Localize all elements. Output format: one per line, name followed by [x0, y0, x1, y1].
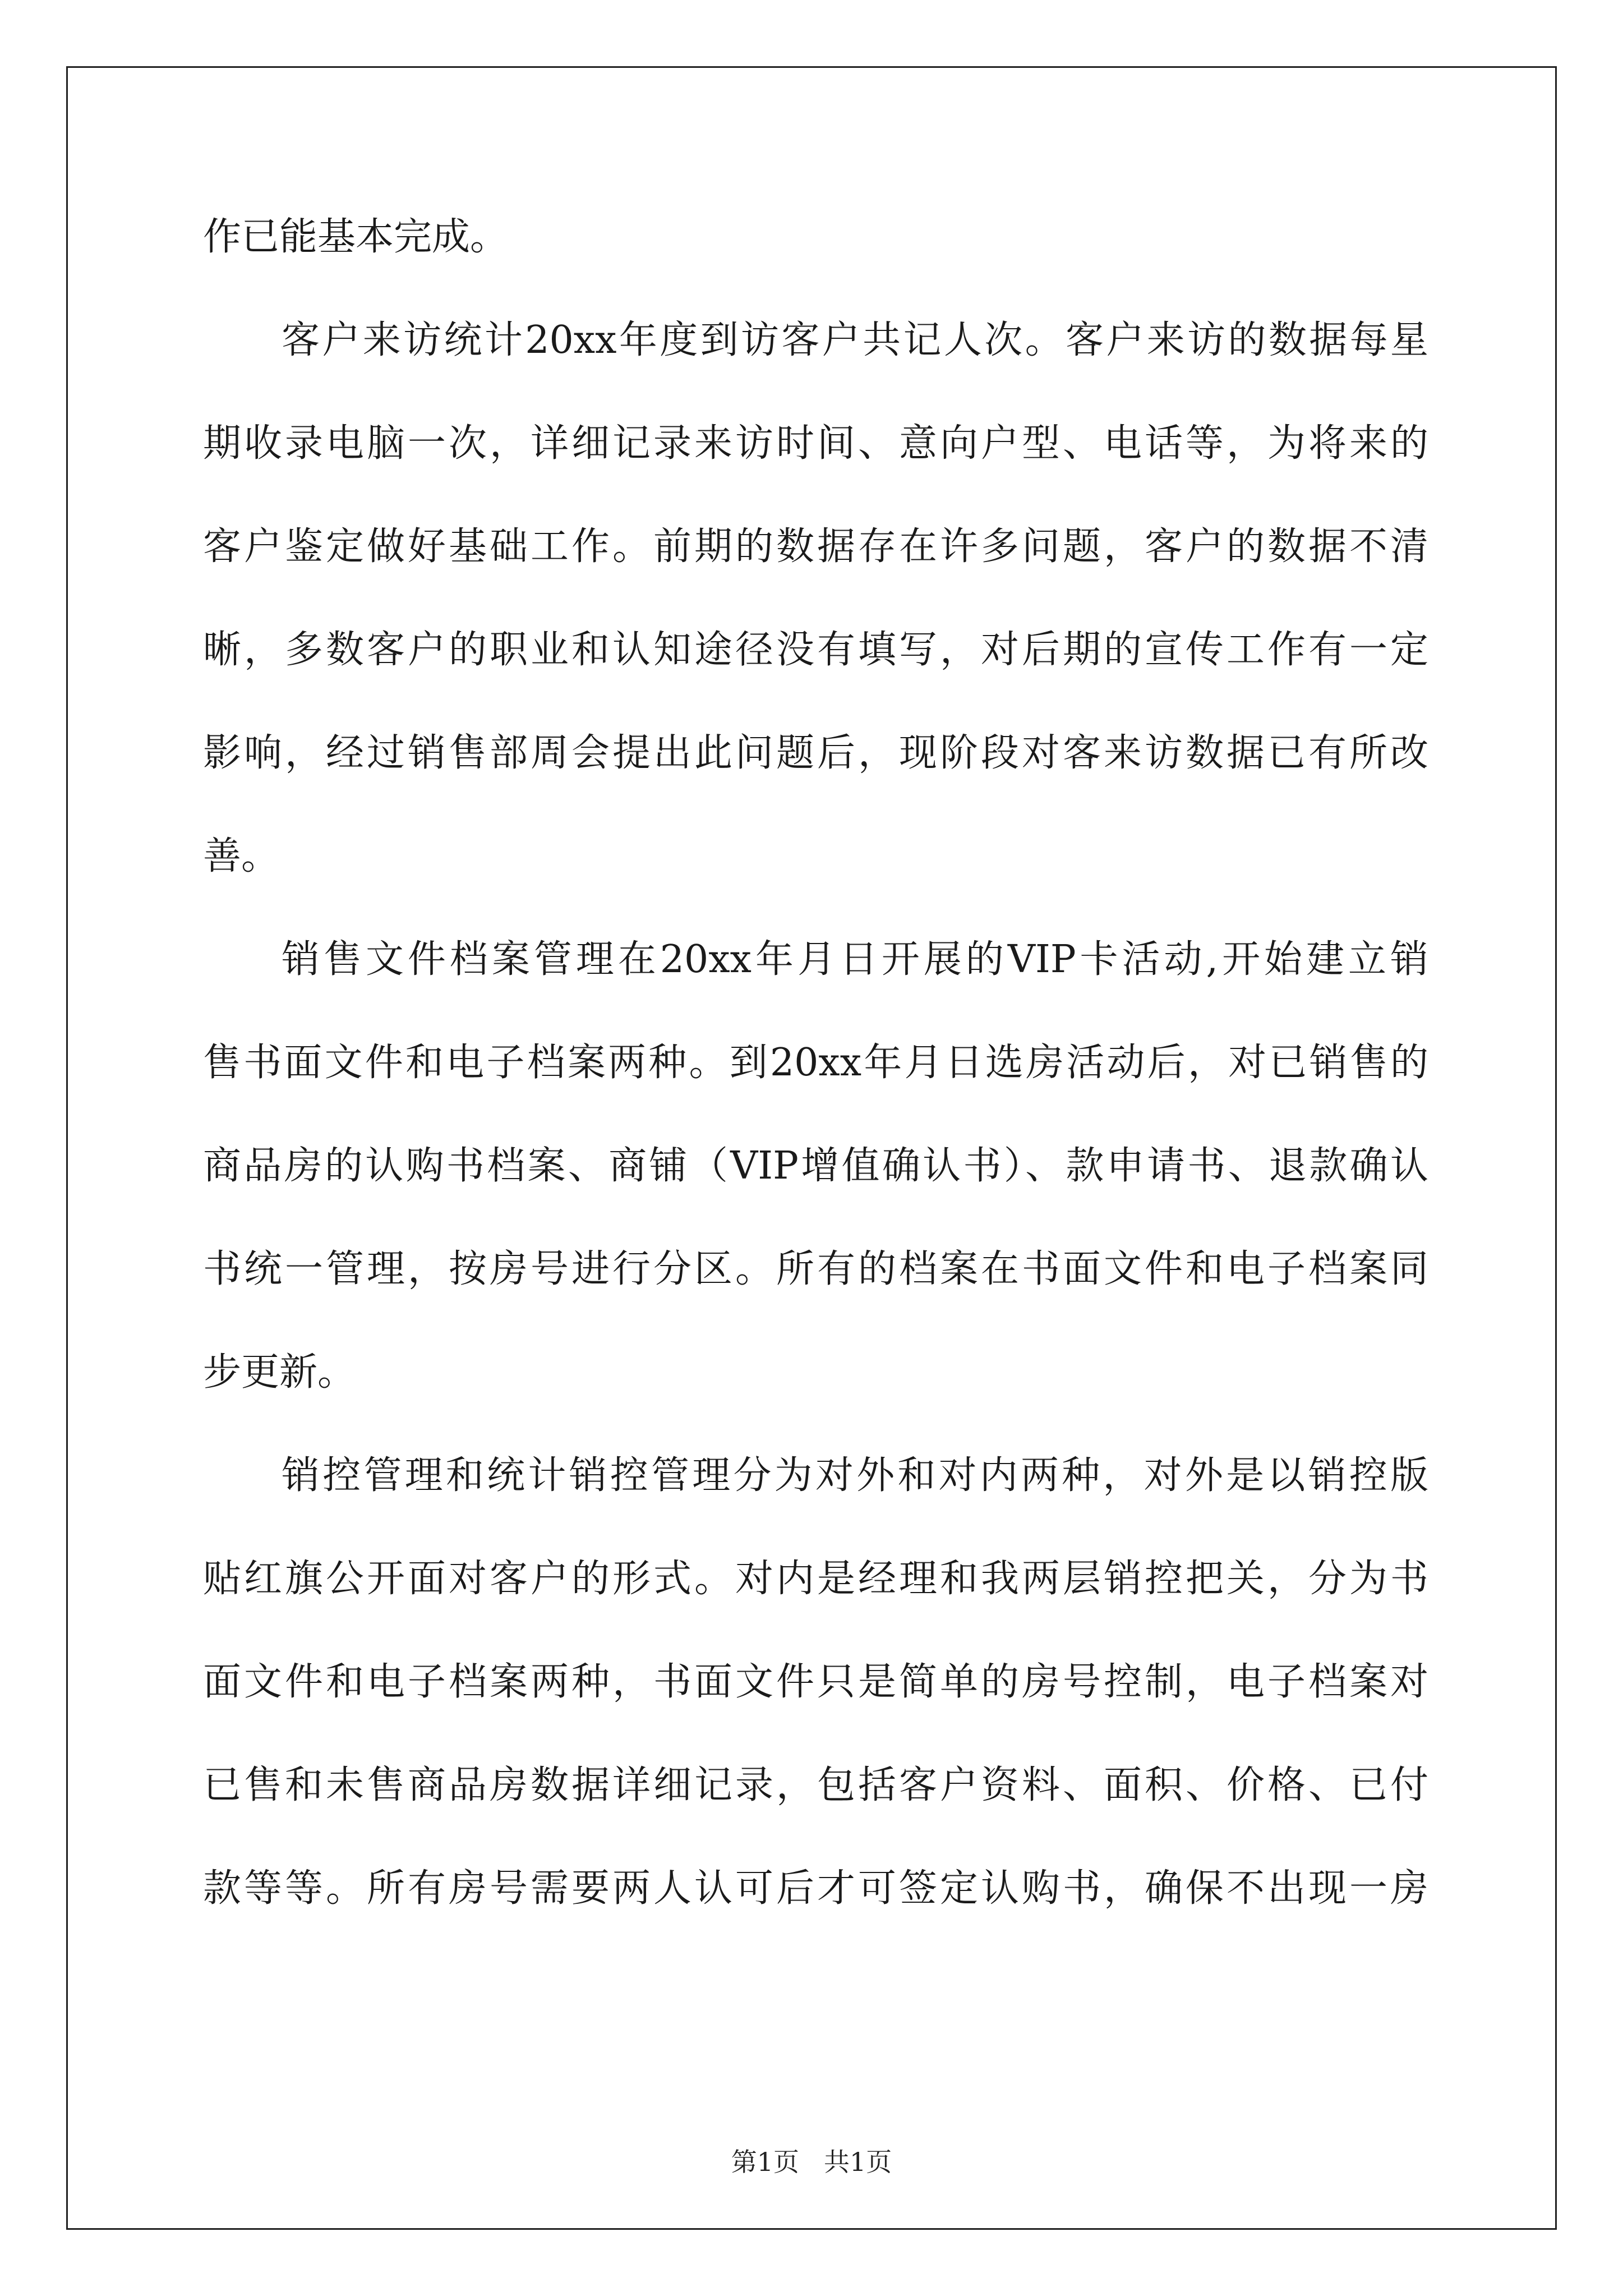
- text-line: 作已能基本完成。: [203, 215, 509, 259]
- document-body: [203, 215, 1428, 1972]
- text-line: 善。: [203, 834, 280, 878]
- text-line: 已售和未售商品房数据详细记录，包括客户资料、面积、价格、已付: [203, 1763, 1428, 1807]
- text-line: 步更新。: [203, 1350, 356, 1395]
- text-line: 销控管理和统计销控管理分为对外和对内两种，对外是以销控版: [282, 1453, 1428, 1498]
- text-line: 期收录电脑一次，详细记录来访时间、意向户型、电话等，为将来的: [203, 421, 1428, 466]
- page-number: 第1页: [731, 2147, 800, 2177]
- text-line: 影响，经过销售部周会提出此问题后，现阶段对客来访数据已有所改: [203, 731, 1428, 775]
- text-line: 面文件和电子档案两种，书面文件只是简单的房号控制，电子档案对: [203, 1660, 1428, 1704]
- footer-spacer: [799, 2147, 824, 2177]
- text-line: 晰，多数客户的职业和认知途径没有填写，对后期的宣传工作有一定: [203, 628, 1428, 672]
- text-line: 销售文件档案管理在20xx年月日开展的VIP卡活动,开始建立销: [282, 937, 1428, 982]
- page-footer: [0, 2142, 1623, 2179]
- text-line: 商品房的认购书档案、商铺（VIP增值确认书）、款申请书、退款确认: [203, 1144, 1428, 1188]
- text-line: 书统一管理，按房号进行分区。所有的档案在书面文件和电子档案同: [203, 1247, 1428, 1291]
- text-line: 贴红旗公开面对客户的形式。对内是经理和我两层销控把关，分为书: [203, 1557, 1428, 1601]
- text-line: 客户鉴定做好基础工作。前期的数据存在许多问题，客户的数据不清: [203, 524, 1428, 569]
- text-line: 客户来访统计20xx年度到访客户共记人次。客户来访的数据每星: [282, 318, 1428, 362]
- text-line: 售书面文件和电子档案两种。到20xx年月日选房活动后，对已销售的: [203, 1041, 1428, 1085]
- text-line: 款等等。所有房号需要两人认可后才可签定认购书，确保不出现一房: [203, 1866, 1428, 1911]
- page-total: 共1页: [823, 2147, 892, 2177]
